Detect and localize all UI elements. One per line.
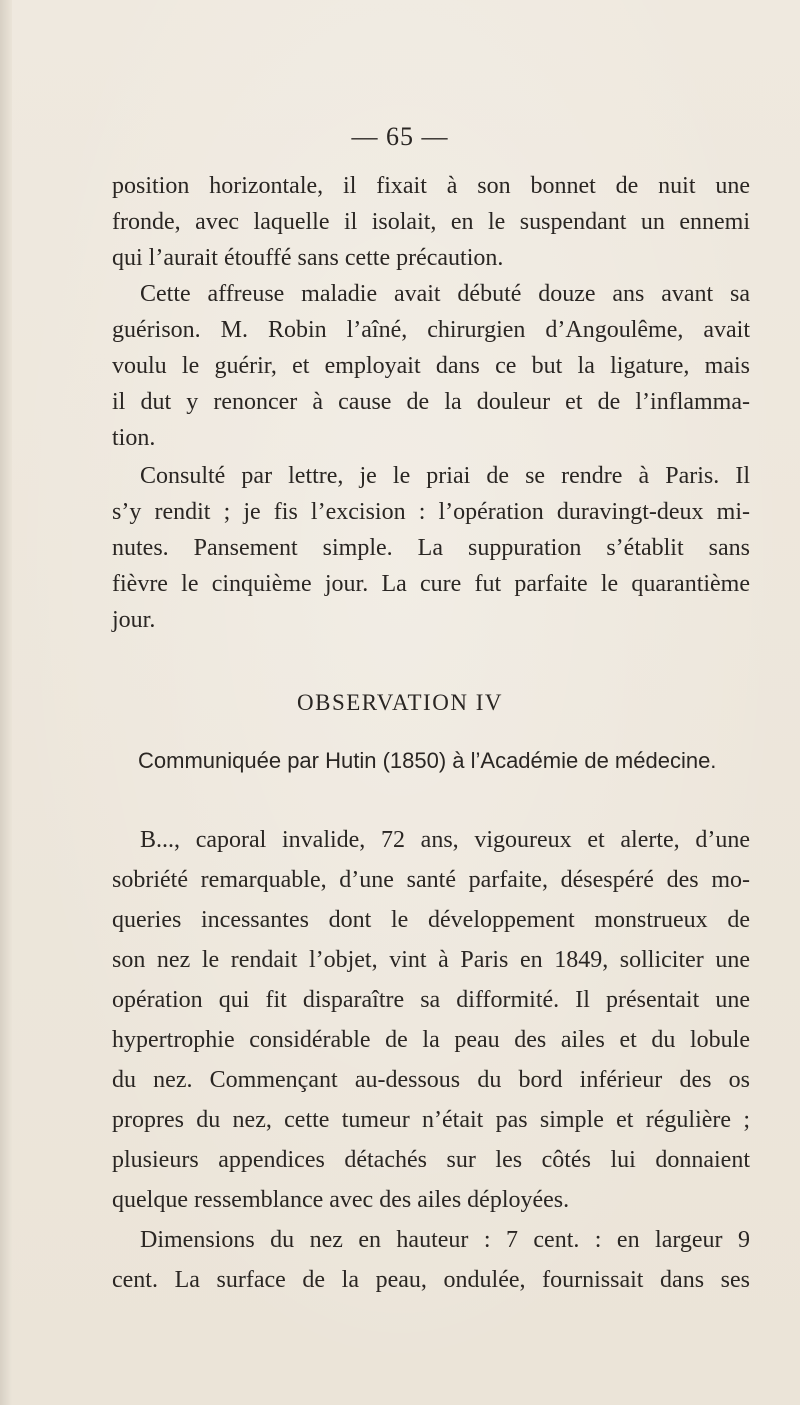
text-line: cent. La surface de la peau, ondulée, fournissait dans ses — [112, 1267, 750, 1293]
text-line: Consulté par lettre, je le priai de se rendre à Paris. Il — [140, 463, 750, 489]
text-line: opération qui fit disparaître sa difformité. Il présentait une — [112, 987, 750, 1013]
text-line: quelque ressemblance avec des ailes déployées. — [112, 1187, 570, 1213]
paragraph-2 — [112, 276, 750, 456]
text-line: voulu le guérir, et employait dans ce but la ligature, mais — [112, 353, 750, 379]
paragraph-3 — [112, 458, 750, 638]
text-line: du nez. Commençant au-dessous du bord inférieur des os — [112, 1067, 750, 1093]
text-line: plusieurs appendices détachés sur les côtés lui donnaient — [112, 1147, 750, 1173]
text-line: guérison. M. Robin l’aîné, chirurgien d’Angoulême, avait — [112, 317, 750, 343]
text-line: tion. — [112, 425, 156, 451]
text-line: fièvre le cinquième jour. La cure fut parfaite le quarantième — [112, 571, 750, 597]
text-line: s’y rendit ; je fis l’excision : l’opération duravingt-deux mi- — [112, 499, 750, 525]
text-line: propres du nez, cette tumeur n’était pas simple et régulière ; — [112, 1107, 750, 1133]
text-line: sobriété remarquable, d’une santé parfaite, désespéré des mo- — [112, 867, 750, 893]
paragraph-1 — [112, 168, 750, 276]
text-line: qui l’aurait étouffé sans cette précaution. — [112, 245, 504, 271]
text-line: il dut y renoncer à cause de la douleur et de l’inflamma- — [112, 389, 750, 415]
observation-heading: OBSERVATION IV — [297, 690, 503, 715]
paragraph-5 — [112, 1220, 750, 1300]
text-line: jour. — [112, 607, 156, 633]
paragraph-4 — [112, 820, 750, 1220]
observation-subtitle: Communiquée par Hutin (1850) à l’Académie de médecine. — [138, 748, 717, 773]
text-line: son nez le rendait l’objet, vint à Paris en 1849, solliciter une — [112, 947, 750, 973]
text-line: nutes. Pansement simple. La suppuration s’établit sans — [112, 535, 750, 561]
text-line: fronde, avec laquelle il isolait, en le suspendant un ennemi — [112, 209, 750, 235]
text-line: position horizontale, il fixait à son bonnet de nuit une — [112, 173, 750, 199]
page-number: — 65 — — [351, 122, 449, 151]
text-line: queries incessantes dont le développement monstrueux de — [112, 907, 750, 933]
text-line: B..., caporal invalide, 72 ans, vigoureux et alerte, d’une — [140, 827, 750, 853]
text-line: Cette affreuse maladie avait débuté douze ans avant sa — [140, 281, 750, 307]
text-line: Dimensions du nez en hauteur : 7 cent. : en largeur 9 — [140, 1227, 750, 1253]
text-line: hypertrophie considérable de la peau des ailes et du lobule — [112, 1027, 750, 1053]
